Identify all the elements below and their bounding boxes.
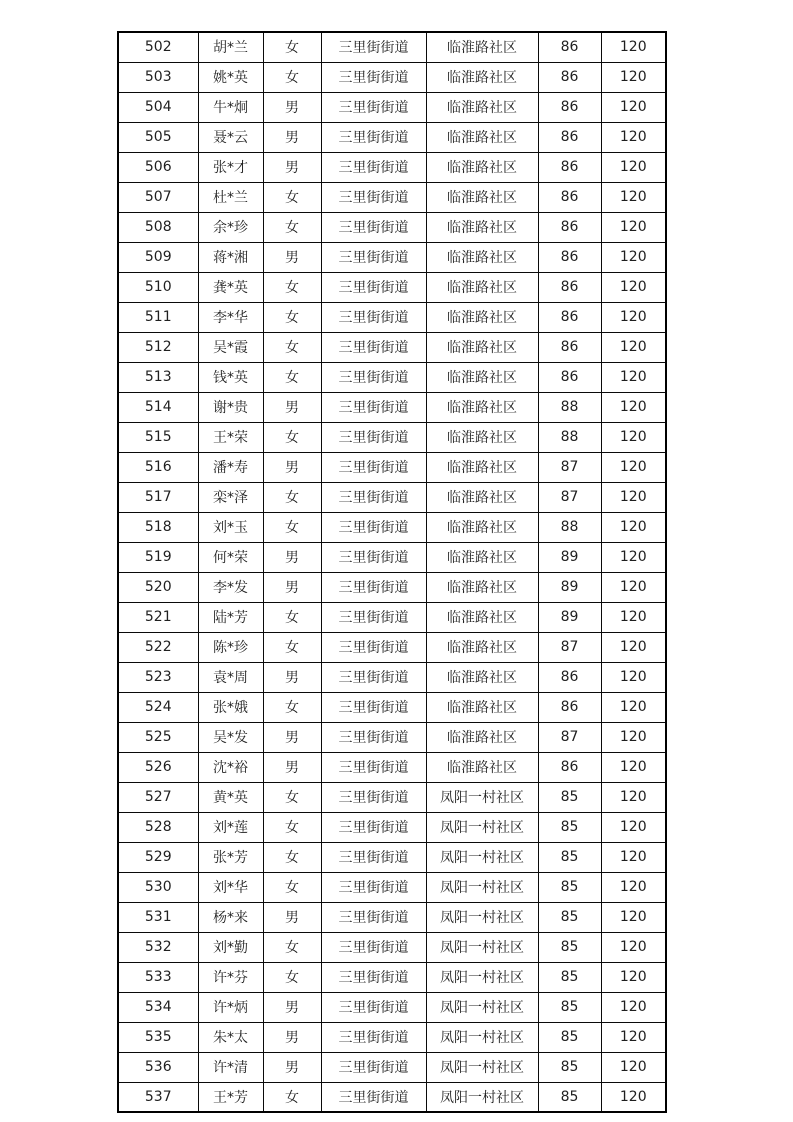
gender-cell: 女 (263, 602, 321, 632)
street-cell: 三里街街道 (321, 782, 426, 812)
serial-cell: 523 (118, 662, 198, 692)
name-cell: 聂*云 (198, 122, 263, 152)
full-score-cell: 120 (601, 452, 666, 482)
community-cell: 临淮路社区 (426, 332, 538, 362)
gender-cell: 女 (263, 362, 321, 392)
table-row (118, 32, 666, 62)
score-cell: 85 (538, 782, 601, 812)
street-cell: 三里街街道 (321, 242, 426, 272)
name-cell: 刘*华 (198, 872, 263, 902)
score-cell: 86 (538, 32, 601, 62)
name-cell: 许*清 (198, 1052, 263, 1082)
full-score-cell: 120 (601, 242, 666, 272)
street-cell: 三里街街道 (321, 32, 426, 62)
community-cell: 临淮路社区 (426, 212, 538, 242)
serial-cell: 531 (118, 902, 198, 932)
table-row (118, 122, 666, 152)
score-cell: 85 (538, 902, 601, 932)
street-cell: 三里街街道 (321, 902, 426, 932)
name-cell: 张*芳 (198, 842, 263, 872)
name-cell: 胡*兰 (198, 32, 263, 62)
street-cell: 三里街街道 (321, 392, 426, 422)
name-cell: 陆*芳 (198, 602, 263, 632)
serial-cell: 515 (118, 422, 198, 452)
data-table (117, 31, 667, 1113)
table-row (118, 422, 666, 452)
gender-cell: 男 (263, 242, 321, 272)
gender-cell: 女 (263, 62, 321, 92)
score-cell: 87 (538, 632, 601, 662)
score-cell: 87 (538, 482, 601, 512)
table-row (118, 272, 666, 302)
street-cell: 三里街街道 (321, 542, 426, 572)
gender-cell: 女 (263, 422, 321, 452)
community-cell: 临淮路社区 (426, 122, 538, 152)
full-score-cell: 120 (601, 332, 666, 362)
name-cell: 黄*英 (198, 782, 263, 812)
name-cell: 王*荣 (198, 422, 263, 452)
table-row (118, 962, 666, 992)
serial-cell: 512 (118, 332, 198, 362)
name-cell: 许*芬 (198, 962, 263, 992)
score-cell: 86 (538, 332, 601, 362)
name-cell: 袁*周 (198, 662, 263, 692)
score-cell: 85 (538, 932, 601, 962)
community-cell: 临淮路社区 (426, 302, 538, 332)
name-cell: 刘*勤 (198, 932, 263, 962)
table-row (118, 902, 666, 932)
street-cell: 三里街街道 (321, 152, 426, 182)
score-cell: 86 (538, 302, 601, 332)
full-score-cell: 120 (601, 632, 666, 662)
gender-cell: 男 (263, 662, 321, 692)
name-cell: 余*珍 (198, 212, 263, 242)
street-cell: 三里街街道 (321, 662, 426, 692)
score-cell: 89 (538, 602, 601, 632)
score-cell: 88 (538, 512, 601, 542)
gender-cell: 男 (263, 542, 321, 572)
gender-cell: 男 (263, 572, 321, 602)
serial-cell: 527 (118, 782, 198, 812)
street-cell: 三里街街道 (321, 92, 426, 122)
gender-cell: 男 (263, 722, 321, 752)
serial-cell: 504 (118, 92, 198, 122)
table-row (118, 632, 666, 662)
table-row (118, 662, 666, 692)
score-cell: 87 (538, 452, 601, 482)
full-score-cell: 120 (601, 422, 666, 452)
community-cell: 临淮路社区 (426, 32, 538, 62)
score-cell: 86 (538, 122, 601, 152)
table-row (118, 752, 666, 782)
gender-cell: 女 (263, 842, 321, 872)
table-row (118, 602, 666, 632)
community-cell: 临淮路社区 (426, 92, 538, 122)
full-score-cell: 120 (601, 962, 666, 992)
gender-cell: 女 (263, 1082, 321, 1112)
community-cell: 凤阳一村社区 (426, 872, 538, 902)
full-score-cell: 120 (601, 662, 666, 692)
street-cell: 三里街街道 (321, 452, 426, 482)
street-cell: 三里街街道 (321, 62, 426, 92)
serial-cell: 519 (118, 542, 198, 572)
street-cell: 三里街街道 (321, 872, 426, 902)
gender-cell: 女 (263, 782, 321, 812)
name-cell: 蒋*湘 (198, 242, 263, 272)
table-row (118, 212, 666, 242)
street-cell: 三里街街道 (321, 272, 426, 302)
serial-cell: 524 (118, 692, 198, 722)
serial-cell: 517 (118, 482, 198, 512)
full-score-cell: 120 (601, 752, 666, 782)
full-score-cell: 120 (601, 482, 666, 512)
community-cell: 临淮路社区 (426, 62, 538, 92)
full-score-cell: 120 (601, 302, 666, 332)
score-cell: 86 (538, 662, 601, 692)
name-cell: 牛*炯 (198, 92, 263, 122)
name-cell: 陈*珍 (198, 632, 263, 662)
gender-cell: 女 (263, 932, 321, 962)
gender-cell: 男 (263, 452, 321, 482)
table-row (118, 242, 666, 272)
serial-cell: 533 (118, 962, 198, 992)
table-row (118, 812, 666, 842)
name-cell: 王*芳 (198, 1082, 263, 1112)
street-cell: 三里街街道 (321, 692, 426, 722)
serial-cell: 514 (118, 392, 198, 422)
street-cell: 三里街街道 (321, 122, 426, 152)
street-cell: 三里街街道 (321, 482, 426, 512)
community-cell: 临淮路社区 (426, 632, 538, 662)
serial-cell: 522 (118, 632, 198, 662)
gender-cell: 女 (263, 272, 321, 302)
full-score-cell: 120 (601, 182, 666, 212)
street-cell: 三里街街道 (321, 722, 426, 752)
full-score-cell: 120 (601, 62, 666, 92)
table-row (118, 362, 666, 392)
score-cell: 86 (538, 692, 601, 722)
table-row (118, 872, 666, 902)
score-cell: 85 (538, 1052, 601, 1082)
serial-cell: 525 (118, 722, 198, 752)
table-row (118, 932, 666, 962)
table-row (118, 332, 666, 362)
table-body (118, 32, 666, 1112)
street-cell: 三里街街道 (321, 842, 426, 872)
score-cell: 86 (538, 62, 601, 92)
gender-cell: 男 (263, 92, 321, 122)
street-cell: 三里街街道 (321, 512, 426, 542)
name-cell: 谢*贵 (198, 392, 263, 422)
full-score-cell: 120 (601, 572, 666, 602)
serial-cell: 535 (118, 1022, 198, 1052)
community-cell: 凤阳一村社区 (426, 1082, 538, 1112)
community-cell: 临淮路社区 (426, 152, 538, 182)
gender-cell: 男 (263, 902, 321, 932)
serial-cell: 505 (118, 122, 198, 152)
full-score-cell: 120 (601, 392, 666, 422)
full-score-cell: 120 (601, 92, 666, 122)
full-score-cell: 120 (601, 602, 666, 632)
full-score-cell: 120 (601, 1022, 666, 1052)
score-cell: 87 (538, 722, 601, 752)
score-cell: 86 (538, 242, 601, 272)
full-score-cell: 120 (601, 842, 666, 872)
name-cell: 许*炳 (198, 992, 263, 1022)
gender-cell: 女 (263, 302, 321, 332)
gender-cell: 男 (263, 122, 321, 152)
name-cell: 李*华 (198, 302, 263, 332)
full-score-cell: 120 (601, 152, 666, 182)
table-row (118, 482, 666, 512)
community-cell: 临淮路社区 (426, 722, 538, 752)
table-row (118, 572, 666, 602)
serial-cell: 507 (118, 182, 198, 212)
full-score-cell: 120 (601, 1052, 666, 1082)
name-cell: 沈*裕 (198, 752, 263, 782)
street-cell: 三里街街道 (321, 1082, 426, 1112)
table-row (118, 392, 666, 422)
gender-cell: 男 (263, 992, 321, 1022)
serial-cell: 530 (118, 872, 198, 902)
community-cell: 凤阳一村社区 (426, 1022, 538, 1052)
name-cell: 张*娥 (198, 692, 263, 722)
score-cell: 88 (538, 392, 601, 422)
name-cell: 李*发 (198, 572, 263, 602)
name-cell: 何*荣 (198, 542, 263, 572)
street-cell: 三里街街道 (321, 422, 426, 452)
serial-cell: 506 (118, 152, 198, 182)
community-cell: 临淮路社区 (426, 362, 538, 392)
street-cell: 三里街街道 (321, 182, 426, 212)
full-score-cell: 120 (601, 932, 666, 962)
street-cell: 三里街街道 (321, 992, 426, 1022)
table-row (118, 62, 666, 92)
full-score-cell: 120 (601, 362, 666, 392)
community-cell: 临淮路社区 (426, 392, 538, 422)
table-row (118, 692, 666, 722)
full-score-cell: 120 (601, 1082, 666, 1112)
community-cell: 凤阳一村社区 (426, 842, 538, 872)
serial-cell: 513 (118, 362, 198, 392)
name-cell: 潘*寿 (198, 452, 263, 482)
street-cell: 三里街街道 (321, 812, 426, 842)
score-cell: 85 (538, 1022, 601, 1052)
community-cell: 凤阳一村社区 (426, 1052, 538, 1082)
gender-cell: 女 (263, 962, 321, 992)
score-cell: 89 (538, 572, 601, 602)
community-cell: 临淮路社区 (426, 512, 538, 542)
table-row (118, 542, 666, 572)
table-row (118, 182, 666, 212)
name-cell: 吴*霞 (198, 332, 263, 362)
score-cell: 86 (538, 752, 601, 782)
table-row (118, 1052, 666, 1082)
score-cell: 86 (538, 212, 601, 242)
score-cell: 85 (538, 992, 601, 1022)
full-score-cell: 120 (601, 32, 666, 62)
serial-cell: 516 (118, 452, 198, 482)
community-cell: 凤阳一村社区 (426, 932, 538, 962)
name-cell: 张*才 (198, 152, 263, 182)
score-cell: 88 (538, 422, 601, 452)
table-row (118, 152, 666, 182)
street-cell: 三里街街道 (321, 1022, 426, 1052)
gender-cell: 女 (263, 692, 321, 722)
gender-cell: 女 (263, 332, 321, 362)
score-cell: 86 (538, 92, 601, 122)
serial-cell: 534 (118, 992, 198, 1022)
table-row (118, 512, 666, 542)
serial-cell: 509 (118, 242, 198, 272)
community-cell: 凤阳一村社区 (426, 812, 538, 842)
community-cell: 临淮路社区 (426, 542, 538, 572)
community-cell: 凤阳一村社区 (426, 992, 538, 1022)
serial-cell: 511 (118, 302, 198, 332)
table-row (118, 842, 666, 872)
full-score-cell: 120 (601, 512, 666, 542)
gender-cell: 女 (263, 482, 321, 512)
score-cell: 85 (538, 1082, 601, 1112)
gender-cell: 女 (263, 812, 321, 842)
community-cell: 临淮路社区 (426, 242, 538, 272)
community-cell: 临淮路社区 (426, 692, 538, 722)
community-cell: 临淮路社区 (426, 752, 538, 782)
community-cell: 临淮路社区 (426, 662, 538, 692)
serial-cell: 508 (118, 212, 198, 242)
table-row (118, 992, 666, 1022)
full-score-cell: 120 (601, 872, 666, 902)
street-cell: 三里街街道 (321, 1052, 426, 1082)
name-cell: 刘*玉 (198, 512, 263, 542)
serial-cell: 520 (118, 572, 198, 602)
gender-cell: 女 (263, 32, 321, 62)
gender-cell: 男 (263, 1022, 321, 1052)
name-cell: 栾*泽 (198, 482, 263, 512)
serial-cell: 532 (118, 932, 198, 962)
street-cell: 三里街街道 (321, 572, 426, 602)
score-cell: 86 (538, 272, 601, 302)
full-score-cell: 120 (601, 902, 666, 932)
name-cell: 龚*英 (198, 272, 263, 302)
street-cell: 三里街街道 (321, 212, 426, 242)
full-score-cell: 120 (601, 812, 666, 842)
score-cell: 85 (538, 962, 601, 992)
street-cell: 三里街街道 (321, 962, 426, 992)
table-row (118, 452, 666, 482)
street-cell: 三里街街道 (321, 932, 426, 962)
gender-cell: 女 (263, 632, 321, 662)
name-cell: 吴*发 (198, 722, 263, 752)
serial-cell: 537 (118, 1082, 198, 1112)
score-cell: 85 (538, 812, 601, 842)
name-cell: 朱*太 (198, 1022, 263, 1052)
gender-cell: 女 (263, 212, 321, 242)
table-row (118, 302, 666, 332)
full-score-cell: 120 (601, 542, 666, 572)
table-row (118, 1082, 666, 1112)
community-cell: 凤阳一村社区 (426, 902, 538, 932)
community-cell: 临淮路社区 (426, 482, 538, 512)
serial-cell: 503 (118, 62, 198, 92)
serial-cell: 518 (118, 512, 198, 542)
full-score-cell: 120 (601, 212, 666, 242)
score-cell: 85 (538, 842, 601, 872)
full-score-cell: 120 (601, 692, 666, 722)
community-cell: 临淮路社区 (426, 182, 538, 212)
street-cell: 三里街街道 (321, 632, 426, 662)
gender-cell: 男 (263, 1052, 321, 1082)
community-cell: 凤阳一村社区 (426, 962, 538, 992)
score-cell: 86 (538, 152, 601, 182)
serial-cell: 526 (118, 752, 198, 782)
gender-cell: 男 (263, 752, 321, 782)
serial-cell: 536 (118, 1052, 198, 1082)
full-score-cell: 120 (601, 992, 666, 1022)
gender-cell: 男 (263, 152, 321, 182)
community-cell: 临淮路社区 (426, 452, 538, 482)
street-cell: 三里街街道 (321, 332, 426, 362)
street-cell: 三里街街道 (321, 602, 426, 632)
serial-cell: 521 (118, 602, 198, 632)
gender-cell: 女 (263, 182, 321, 212)
table-row (118, 782, 666, 812)
community-cell: 临淮路社区 (426, 422, 538, 452)
name-cell: 刘*莲 (198, 812, 263, 842)
score-cell: 86 (538, 182, 601, 212)
serial-cell: 529 (118, 842, 198, 872)
name-cell: 钱*英 (198, 362, 263, 392)
street-cell: 三里街街道 (321, 362, 426, 392)
gender-cell: 女 (263, 512, 321, 542)
full-score-cell: 120 (601, 122, 666, 152)
table-row (118, 1022, 666, 1052)
community-cell: 临淮路社区 (426, 602, 538, 632)
community-cell: 临淮路社区 (426, 272, 538, 302)
serial-cell: 510 (118, 272, 198, 302)
serial-cell: 502 (118, 32, 198, 62)
table-row (118, 722, 666, 752)
table-row (118, 92, 666, 122)
full-score-cell: 120 (601, 722, 666, 752)
name-cell: 姚*英 (198, 62, 263, 92)
gender-cell: 男 (263, 392, 321, 422)
community-cell: 凤阳一村社区 (426, 782, 538, 812)
score-cell: 86 (538, 362, 601, 392)
gender-cell: 女 (263, 872, 321, 902)
community-cell: 临淮路社区 (426, 572, 538, 602)
street-cell: 三里街街道 (321, 302, 426, 332)
street-cell: 三里街街道 (321, 752, 426, 782)
full-score-cell: 120 (601, 782, 666, 812)
score-cell: 89 (538, 542, 601, 572)
full-score-cell: 120 (601, 272, 666, 302)
serial-cell: 528 (118, 812, 198, 842)
score-cell: 85 (538, 872, 601, 902)
name-cell: 杨*来 (198, 902, 263, 932)
name-cell: 杜*兰 (198, 182, 263, 212)
